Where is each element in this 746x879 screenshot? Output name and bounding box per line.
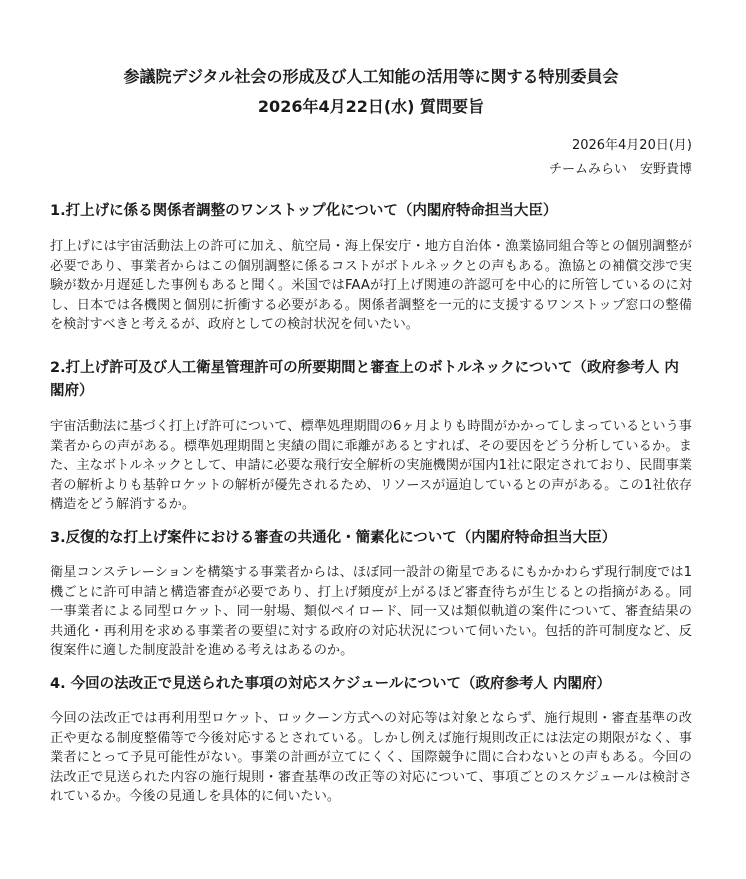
question-section-4 bbox=[50, 673, 692, 807]
question-section-3 bbox=[50, 527, 692, 661]
section-body: 衛星コンステレーションを構築する事業者からは、ほぼ同一設計の衛星であるにもかかわらず現行制度では1機ごとに許可申請と構造審査が必要であり、打上げ頻度が上がるほど審査待ちが生じるとの指摘がある。同一事業者による同型ロケット、同一射場、類似ペイロード、同一又は類似軌道の案件について、審査結果の共通化・再利用を求める事業者の要望に対する政府の対応状況について伺いたい。包括的許可制度など、反復案件に適した制度設計を進める考えはあるのか。 bbox=[50, 564, 692, 659]
document-date: 2026年4月20日(月) bbox=[571, 138, 692, 153]
section-body: 宇宙活動法に基づく打上げ許可について、標準処理期間の6ヶ月よりも時間がかかってしまっているという事業者からの声がある。標準処理期間と実績の間に乖離があるとすれば、その要因をどう分析しているか。また、主なボトルネックとして、申請に必要な飛行安全解析の実施機関が国内1社に限定されており、民間事業者の解析よりも基幹ロケットの解析が優先されるため、リソースが逼迫しているとの声がある。この1社依存構造をどう解消するか。 bbox=[50, 418, 692, 513]
document-subtitle: 2026年4月22日(水) 質問要旨 bbox=[257, 97, 485, 116]
section-heading: 2.打上げ許可及び人工衛星管理許可の所要期間と審査上のボトルネックについて（政府参考人 内閣府） bbox=[50, 359, 679, 399]
section-heading: 1.打上げに係る関係者調整のワンストップ化について（内閣府特命担当大臣） bbox=[50, 203, 558, 219]
section-heading: 3.反復的な打上げ案件における審査の共通化・簡素化について（内閣府特命担当大臣） bbox=[50, 529, 617, 546]
section-body: 今回の法改正では再利用型ロケット、ロックーン方式への対応等は対象とならず、施行規則・審査基準の改正や更なる制度整備等で今後対応するとされている。しかし例えば施行規則改正には法定の期限がなく、事業者にとって予見可能性がない。事業の計画が立てにくく、国際競争に間に合わないとの声もある。今回の法改正で見送られた内容の施行規則・審査基準の改正等の対応について、事項ごとのスケジュールは検討されているか。今後の見通しを具体的に伺いたい。 bbox=[50, 710, 692, 805]
document-header bbox=[50, 62, 692, 182]
document-title: 参議院デジタル社会の形成及び人工知能の活用等に関する特別委員会 bbox=[123, 67, 619, 86]
question-section-2 bbox=[50, 357, 692, 515]
section-body: 打上げには宇宙活動法上の許可に加え、航空局・海上保安庁・地方自治体・漁業協同組合等との個別調整が必要であり、事業者からはこの個別調整に係るコストがボトルネックとの声もある。漁協との補償交渉で実験が数か月遅延した事例もあると聞く。米国ではFAAが打上げ関連の許認可を中心的に所管しているのに対し、日本では各機関と個別に折衝する必要がある。関係者調整を一元的に支援するワンストップ窓口の整備を検討すべきと考えるが、政府としての検討状況を伺いたい。 bbox=[50, 239, 692, 333]
section-heading: 4. 今回の法改正で見送られた事項の対応スケジュールについて（政府参考人 内閣府） bbox=[50, 675, 612, 692]
document-meta bbox=[50, 134, 692, 182]
document-author: チームみらい 安野貴博 bbox=[548, 162, 692, 177]
question-section-1 bbox=[50, 200, 692, 335]
